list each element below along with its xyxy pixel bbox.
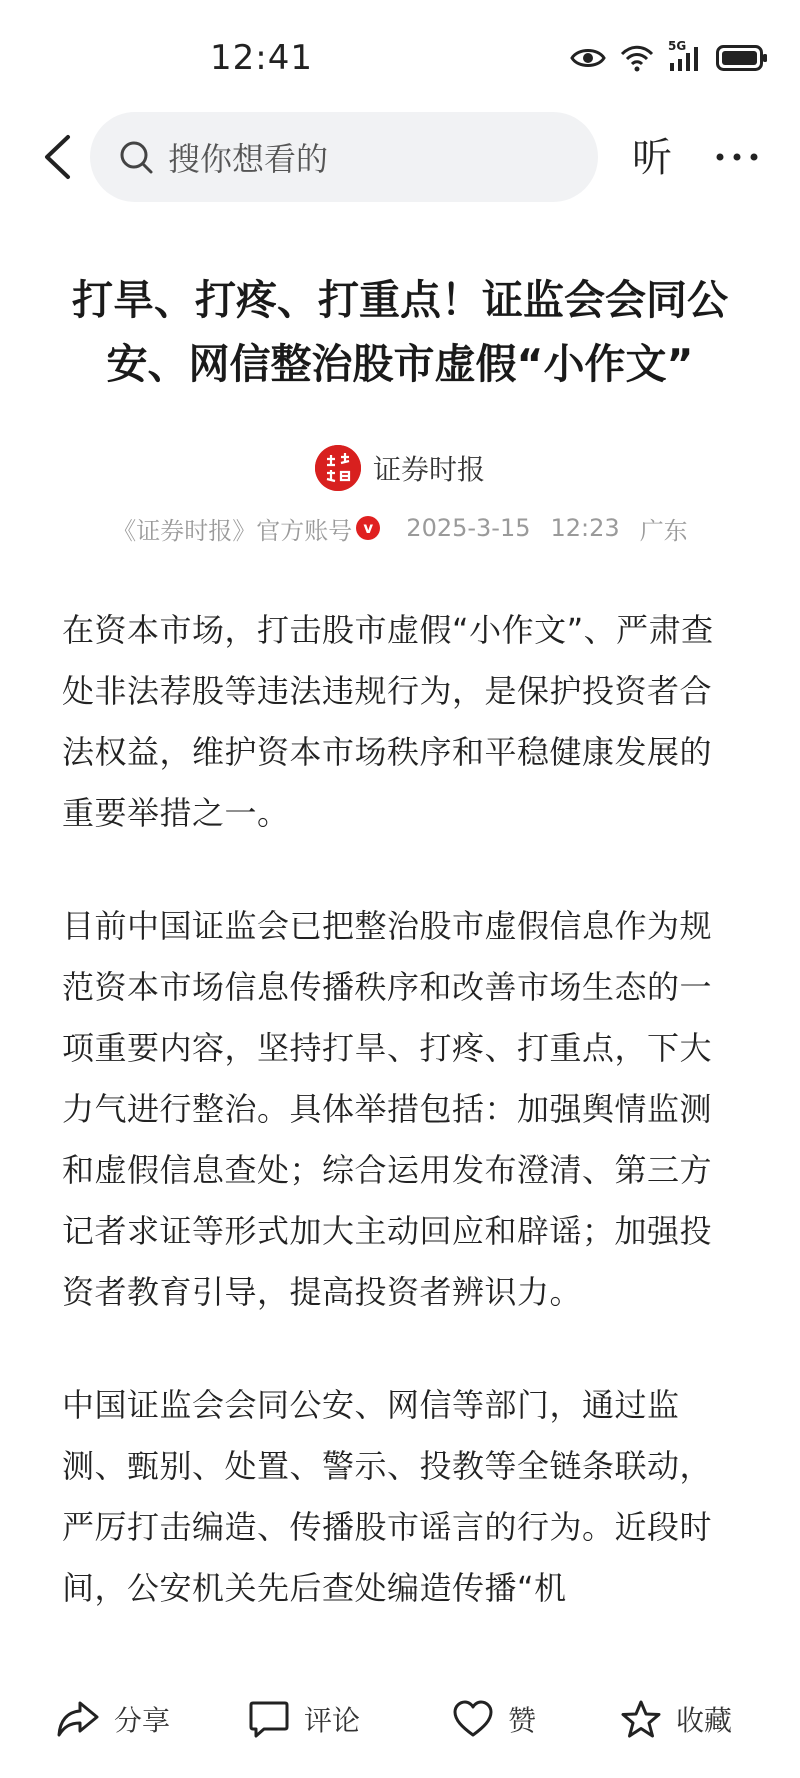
- status-icons: [570, 36, 768, 80]
- share-button[interactable]: [56, 1694, 170, 1744]
- article-meta: [0, 508, 800, 548]
- heart-icon: [452, 1699, 494, 1739]
- comment-button[interactable]: [248, 1694, 360, 1744]
- article-title: 打旱、打疼、打重点！证监会会同公安、网信整治股市虚假“小作文”: [72, 276, 728, 388]
- network-label: 5G: [668, 39, 687, 53]
- signal-5g-icon: [668, 39, 702, 73]
- comment-label: 评论: [304, 1704, 361, 1737]
- back-button[interactable]: [30, 126, 84, 188]
- wifi-icon: [620, 44, 654, 72]
- article-body: [62, 600, 738, 1671]
- article-paragraph: 在资本市场，打击股市虚假“小作文”、严肃查处非法荐股等违法违规行为，是保护投资者合法权益，维护资本市场秩序和平稳健康发展的重要举措之一。: [62, 611, 714, 832]
- source-logo-mark: [315, 445, 361, 491]
- verified-badge: v: [356, 516, 380, 540]
- favorite-label: 收藏: [676, 1704, 733, 1737]
- more-button[interactable]: [712, 132, 762, 182]
- article-paragraph: 中国证监会会同公安、网信等部门，通过监测、甄别、处置、警示、投教等全链条联动，严厉打击编造、传播股市谣言的行为。近段时间，公安机关先后查处编造传播“机: [62, 1386, 713, 1607]
- chevron-left-icon: [42, 134, 72, 180]
- publish-location: 广东: [639, 516, 688, 545]
- share-label: 分享: [114, 1704, 171, 1737]
- like-label: 赞: [508, 1704, 537, 1737]
- source-row[interactable]: [0, 440, 800, 496]
- search-placeholder: 搜你想看的: [168, 140, 329, 178]
- account-label: 《证券时报》官方账号: [112, 516, 353, 545]
- more-dots-icon: [715, 152, 759, 162]
- bottom-action-bar: [0, 1660, 800, 1778]
- like-button[interactable]: [452, 1694, 536, 1744]
- comment-icon: [248, 1699, 290, 1739]
- publish-date: 2025-3-15: [406, 514, 531, 542]
- article-paragraph: 目前中国证监会已把整治股市虚假信息作为规范资本市场信息传播秩序和改善市场生态的一项重要内容，坚持打旱、打疼、打重点，下大力气进行整治。具体举措包括：加强舆情监测和虚假信息查处；综合运用发布澄清、第三方记者求证等形式加大主动回应和辟谣；加强投资者教育引导，提高投资者辨识力。: [62, 907, 713, 1311]
- search-icon: [118, 139, 154, 175]
- publish-time: 12:23: [550, 514, 620, 542]
- share-icon: [56, 1699, 100, 1739]
- source-name[interactable]: 证券时报: [372, 453, 485, 486]
- eye-icon: [570, 46, 606, 70]
- favorite-button[interactable]: [620, 1694, 732, 1744]
- top-bar: [0, 112, 800, 202]
- star-icon: [620, 1699, 662, 1739]
- search-input[interactable]: [90, 112, 598, 202]
- listen-button[interactable]: 听: [632, 135, 672, 181]
- source-logo[interactable]: [315, 445, 361, 491]
- battery-icon: [716, 45, 768, 71]
- status-time: 12:41: [210, 38, 313, 78]
- status-bar: [0, 0, 800, 110]
